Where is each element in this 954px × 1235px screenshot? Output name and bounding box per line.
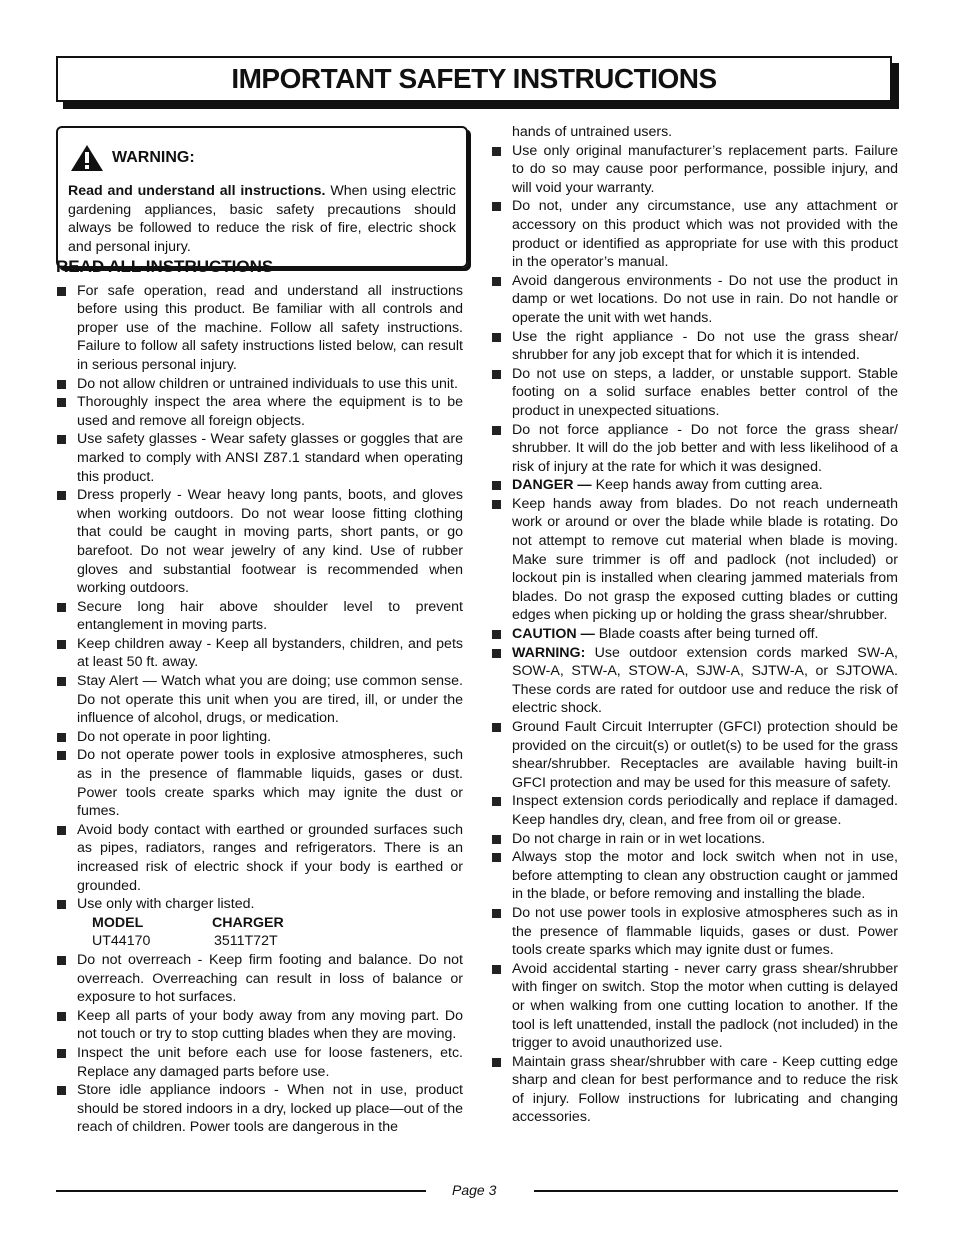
- list-item: [491, 495, 898, 625]
- list-item: [491, 272, 898, 328]
- bullet-icon: [57, 435, 66, 444]
- list-item-text: Always stop the motor and lock switch when not in use, before attempting to clean any obstruction caught or jammed in the blade, or before removing and installing the blade.: [512, 849, 898, 903]
- page-title: IMPORTANT SAFETY INSTRUCTIONS: [231, 63, 717, 94]
- list-item-text: Do not charge in rain or in wet locations.: [512, 830, 766, 847]
- list-item-text: Use only original manufacturer’s replacement parts. Failure to do so may cause poor performance, possible injury, and will void your warranty.: [512, 142, 898, 196]
- bullet-icon: [492, 277, 501, 286]
- bullet-icon: [57, 956, 66, 965]
- list-item-text: Do not operate power tools in explosive atmospheres, such as in the presence of flammable liquids, gases or dust. Power tools create sparks which may ignite the dust or fumes.: [77, 747, 463, 820]
- footer-rule-right: [534, 1190, 898, 1192]
- left-list: [56, 282, 463, 914]
- list-item-text: Store idle appliance indoors - When not in use, product should be stored indoors in a dry, locked up place—out of the reach of children. Power tools are dangerous in the: [77, 1082, 463, 1136]
- caution-text: Blade coasts after being turned off.: [594, 626, 819, 643]
- list-item: [56, 375, 463, 394]
- cord-warning-text: Use outdoor extension cords marked SW-A, SOW-A, STW-A, STOW-A, SJW-A, SJTW-A, or SJTOWA. These cords are rated for outdoor use and reduce the risk of electric shock.: [512, 644, 898, 717]
- list-item: [491, 197, 898, 271]
- bullet-icon: [57, 1086, 66, 1095]
- list-item: [491, 960, 898, 1053]
- bullet-icon: [57, 287, 66, 296]
- list-item: [491, 365, 898, 421]
- list-item-text: For safe operation, read and understand all instructions before using this product. Be familiar with all controls and proper use of the machine. Follow all safety instructions. Failure to follow all safety instructions listed below, can result in serious personal injury.: [77, 282, 463, 373]
- bullet-icon: [57, 640, 66, 649]
- bullet-icon: [492, 835, 501, 844]
- model-value: UT44170: [92, 933, 151, 950]
- danger-label: DANGER —: [512, 477, 592, 494]
- right-column: [491, 123, 898, 1127]
- left-list-2: [56, 951, 463, 1137]
- list-item-text: Ground Fault Circuit Interrupter (GFCI) protection should be provided on the circuit(s) or outlet(s) to be used for the grass shear/shrubber. Receptacles are available having built-in GFCI protection and may be used for this measure of safety.: [512, 719, 898, 791]
- bullet-icon: [492, 147, 501, 156]
- bullet-icon: [492, 965, 501, 974]
- model-header: MODEL: [92, 914, 144, 931]
- caution-list: [491, 625, 898, 718]
- bullet-icon: [57, 380, 66, 389]
- list-item-text: Do not overreach - Keep firm footing and balance. Do not overreach. Overreaching can result in loss of balance or exposure to hot surfaces.: [77, 951, 463, 1006]
- list-item-text: Avoid dangerous environments - Do not use the product in damp or wet locations. Do not use in rain. Do not handle or operate the unit with wet hands.: [512, 272, 898, 326]
- list-item: [56, 951, 463, 1007]
- list-item-text: Thoroughly inspect the area where the equipment is to be used and remove all foreign objects.: [77, 394, 463, 429]
- list-item-text: Inspect the unit before each use for loose fasteners, etc. Replace any damaged parts before use.: [77, 1044, 463, 1080]
- warning-bold-text: Read and understand all instructions.: [68, 183, 326, 199]
- bullet-icon: [57, 733, 66, 742]
- bullet-icon: [57, 677, 66, 686]
- footer-rule-left: [56, 1190, 426, 1192]
- warning-triangle-icon: [70, 144, 104, 172]
- list-item: [56, 486, 463, 598]
- list-item-text: Maintain grass shear/shrubber with care - Keep cutting edge sharp and clean for best performance and to reduce the risk of injury. Follow instructions for lubricating and changing accessories.: [512, 1053, 898, 1126]
- page-number: Page 3: [452, 1182, 497, 1198]
- bullet-icon: [492, 797, 501, 806]
- bullet-icon: [57, 900, 66, 909]
- bullet-icon: [492, 1058, 501, 1067]
- list-item: [56, 1044, 463, 1081]
- bullet-icon: [492, 909, 501, 918]
- list-item: [56, 672, 463, 728]
- bullet-icon: [57, 491, 66, 500]
- bullet-icon: [57, 398, 66, 407]
- danger-item: [491, 476, 898, 495]
- list-item: [56, 598, 463, 635]
- title-banner: [56, 56, 892, 102]
- list-item-text: Do not use power tools in explosive atmospheres such as in the presence of flammable liquids, gases or dust. Power tools create sparks which may ignite dust or fumes.: [512, 904, 898, 959]
- bullet-icon: [492, 370, 501, 379]
- charger-header: CHARGER: [212, 914, 284, 931]
- bullet-icon: [492, 723, 501, 732]
- list-item-text: Do not use on steps, a ladder, or unstable support. Stable footing on a solid surface enables better control of the product in unexpected situations.: [512, 365, 898, 419]
- bullet-icon: [492, 426, 501, 435]
- list-item: [56, 635, 463, 672]
- bullet-icon: [492, 649, 501, 658]
- list-item: [491, 1053, 898, 1127]
- list-item: [491, 848, 898, 904]
- right-list-3: [491, 718, 898, 1127]
- list-item: [56, 393, 463, 430]
- list-item: [56, 1007, 463, 1044]
- bullet-icon: [492, 853, 501, 862]
- list-item: [56, 895, 463, 914]
- list-item-text: Secure long hair above shoulder level to prevent entanglement in moving parts.: [77, 598, 463, 634]
- list-item-text: Do not, under any circumstance, use any attachment or accessory on this product which was not provided with the product or identified as appropriate for use with this product in the operator’s manual.: [512, 198, 898, 271]
- list-item-text: Use only with charger listed.: [77, 896, 255, 913]
- right-list-2: [491, 495, 898, 625]
- list-item: [56, 430, 463, 486]
- bullet-icon: [57, 826, 66, 835]
- bullet-icon: [57, 751, 66, 760]
- cord-warning-item: [491, 644, 898, 718]
- charger-value: 3511T72T: [214, 933, 278, 950]
- warning-label: WARNING:: [112, 149, 195, 166]
- list-item: [491, 421, 898, 477]
- list-item-text: Use the right appliance - Do not use the grass shear/ shrubber for any job except that for which it is intended.: [512, 328, 898, 364]
- danger-text: Keep hands away from cutting area.: [591, 477, 823, 494]
- cord-warning-label: WARNING:: [512, 644, 586, 661]
- list-item-text: Keep all parts of your body away from any moving part. Do not touch or try to stop cutting blades when they are moving.: [77, 1007, 463, 1043]
- list-item: [56, 282, 463, 375]
- bullet-icon: [492, 333, 501, 342]
- list-item-text: Inspect extension cords periodically and replace if damaged. Keep handles dry, clean, and free from oil or grease.: [512, 793, 898, 828]
- list-item: [491, 904, 898, 960]
- bullet-icon: [492, 202, 501, 211]
- list-item: [491, 718, 898, 792]
- list-item: [491, 830, 898, 849]
- charger-table: [92, 914, 463, 951]
- list-item-text: Do not operate in poor lighting.: [77, 728, 272, 745]
- right-list: [491, 142, 898, 477]
- left-column: [56, 258, 463, 1137]
- caution-item: [491, 625, 898, 644]
- danger-list: [491, 476, 898, 495]
- list-item: [56, 728, 463, 747]
- continued-text: hands of untrained users.: [512, 124, 673, 140]
- list-item-text: Dress properly - Wear heavy long pants, boots, and gloves when working outdoors. Do not wear loose fitting clothing that could be caught in moving parts, short pants, or go barefoot. Do not wear jewelry of any kind. Use of rubber gloves and substantial footwear is recommended when working outdoors.: [77, 487, 463, 597]
- warning-header: [70, 144, 456, 172]
- list-item-text: Keep children away - Keep all bystanders, children, and pets at least 50 ft. away.: [77, 635, 463, 671]
- bullet-icon: [492, 630, 501, 639]
- section-heading: READ ALL INSTRUCTIONS: [56, 257, 274, 276]
- list-item-text: Use safety glasses - Wear safety glasses or goggles that are marked to comply with ANSI Z87.1 standard when operating this product.: [77, 431, 463, 485]
- bullet-icon: [492, 481, 501, 490]
- list-item: [491, 792, 898, 829]
- warning-body-text: When using electric gardening appliances, basic safety precautions should always be followed to reduce the risk of fire, electric shock and personal injury.: [68, 183, 456, 255]
- list-item-text: Avoid body contact with earthed or grounded surfaces such as pipes, radiators, ranges and refrigerators. There is an increased risk of electric shock if your body is earthed or grounded.: [77, 821, 463, 894]
- list-item: [56, 821, 463, 895]
- bullet-icon: [57, 1012, 66, 1021]
- warning-box: [56, 126, 468, 268]
- warning-text: [68, 182, 456, 256]
- list-item-text: Avoid accidental starting - never carry grass shear/shrubber with finger on switch. Stop the motor when cutting is delayed or when walking from one cutting location to another. If the tool is left unattended, install the padlock (not included) in the trigger to avoid unauthorized use.: [512, 960, 898, 1052]
- bullet-icon: [492, 500, 501, 509]
- list-item-text: Do not force appliance - Do not force the grass shear/ shrubber. It will do the job better and with less likelihood of a risk of injury at the rate for which it was designed.: [512, 421, 898, 475]
- list-item-text: Keep hands away from blades. Do not reach underneath work or around or over the blade while blade is rotating. Do not attempt to remove cut material when blade is moving. Make sure trimmer is off and padlock (not included) or lockout pin is installed when clearing jammed materials from blades. Do not grasp the exposed cutting blades or cutting edges when picking up or holding the grass shear/shrubber.: [512, 495, 898, 624]
- caution-label: CAUTION —: [512, 626, 595, 643]
- list-item-text: Stay Alert — Watch what you are doing; use common sense. Do not operate this unit when you are tired, ill, or under the influence of alcohol, drugs, or medication.: [77, 673, 463, 727]
- list-item: [491, 328, 898, 365]
- list-item: [491, 142, 898, 198]
- list-item-text: Do not allow children or untrained individuals to use this unit.: [77, 375, 458, 392]
- bullet-icon: [57, 1049, 66, 1058]
- bullet-icon: [57, 603, 66, 612]
- list-item: [56, 1081, 463, 1137]
- list-item: [56, 746, 463, 820]
